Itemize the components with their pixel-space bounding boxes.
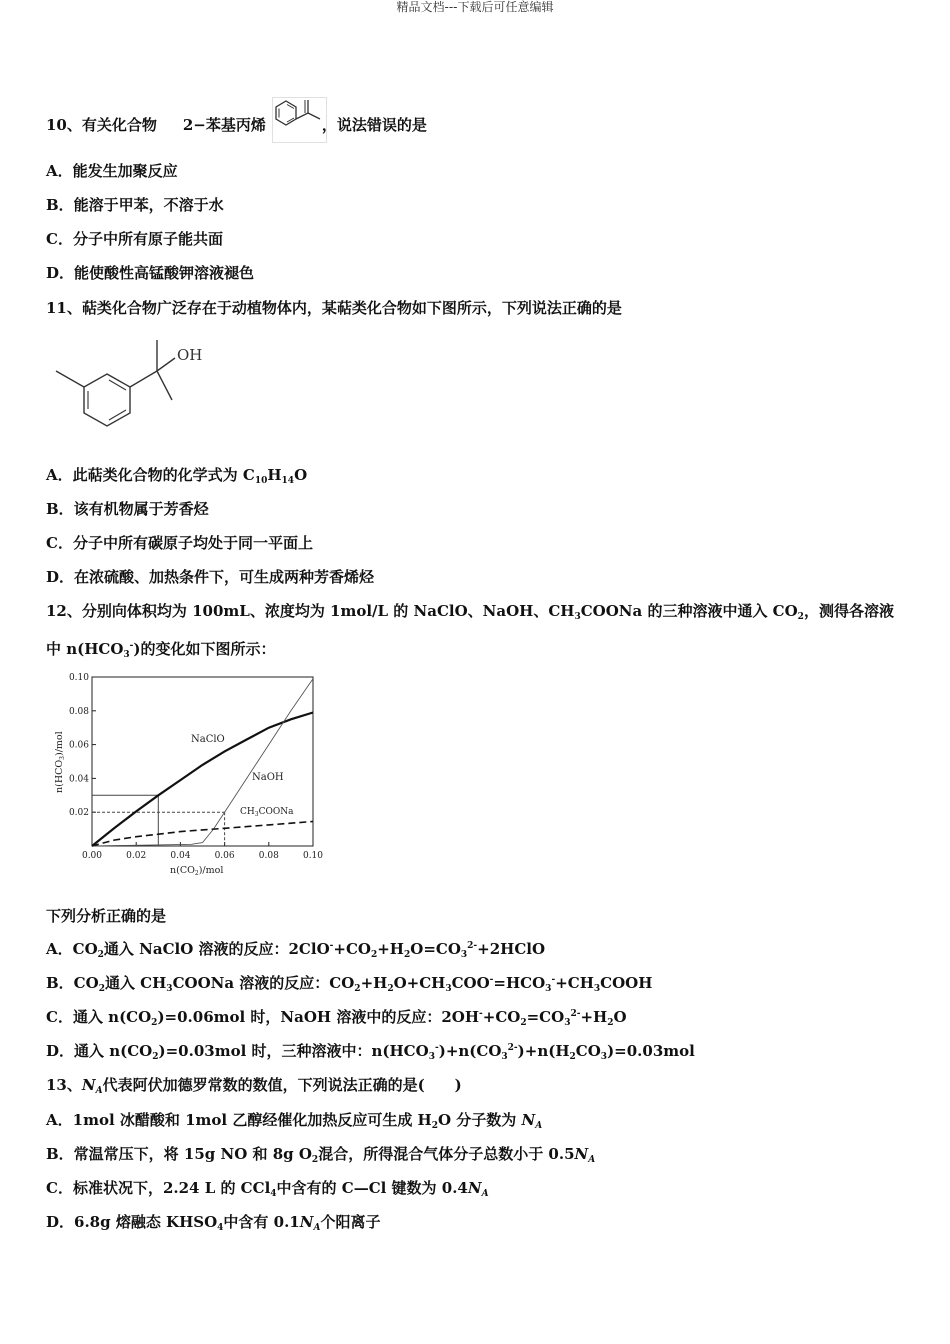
2-phenylpropene-structure <box>272 97 327 143</box>
q10-option-d: D．能使酸性高锰酸钾溶液褪色 <box>46 264 255 282</box>
q10-stem: 10、有关化合物 2−苯基丙烯 ，说法错误的是 <box>46 116 427 134</box>
q12-option-c: C．通入 $n(CO_2)=0.06mol$ 时，NaOH 溶液中的反应：$2OH^-+CO_2=CO_3^{2-}+H_2O$ <box>46 1008 627 1028</box>
x-tick-label-2: 0.04 <box>170 851 191 861</box>
q10-option-c: C．分子中所有原子能共面 <box>46 230 223 248</box>
q11-option-c: C．分子中所有碳原子均处于同一平面上 <box>46 534 313 552</box>
q13-option-d: D．6.8g 熔融态 $KHSO_4$中含有 $0.1N_A$个阳离子 <box>46 1213 381 1233</box>
label-naoh: NaOH <box>252 772 284 783</box>
oh-label: OH <box>177 346 203 364</box>
q12-option-d: D．通入 $n(CO_2)=0.03mol$ 时，三种溶液中：$n(HCO_3^-)+n(CO_3^{2-})+n(H_2CO_3)=0.03mol$ <box>46 1042 695 1062</box>
terpene-structure <box>50 336 215 436</box>
q12-stem-line1: 12、分别向体积均为 100mL、浓度均为 1mol/L 的 NaClO、NaOH、$CH_3COONa$ 的三种溶液中通入 $CO_2$，测得各溶液 <box>46 602 894 622</box>
q13-option-b: B．常温常压下，将 15g NO 和 8g $O_2$混合，所得混合气体分子总数小于 $0.5N_A$ <box>46 1145 596 1165</box>
q13-stem: 13、$N_A$代表阿伏加德罗常数的数值，下列说法正确的是( ) <box>46 1076 462 1096</box>
q12-option-a: A．$CO_2$通入 NaClO 溶液的反应：$2ClO^-+CO_2+H_2O=CO_3^{2-}+2HClO$ <box>46 940 546 960</box>
label-naclo: NaClO <box>191 734 225 745</box>
q12-option-b: B．$CO_2$通入 $CH_3COONa$ 溶液的反应：$CO_2+H_2O+CH_3COO^-=HCO_3^-+CH_3COOH$ <box>46 974 653 994</box>
q10-option-a: A．能发生加聚反应 <box>46 162 178 180</box>
hco3-chart <box>48 668 328 878</box>
x-tick-label-5: 0.10 <box>302 851 324 861</box>
y-axis-label: $n(HCO_3)$/mol <box>54 731 66 793</box>
q11-option-b: B．该有机物属于芳香烃 <box>46 500 209 518</box>
y-tick-label-1: 0.04 <box>68 774 89 785</box>
y-tick-label-2: 0.06 <box>68 740 89 751</box>
q11-option-d: D．在浓硫酸、加热条件下，可生成两种芳香烯烃 <box>46 568 375 586</box>
y-tick-label-0: 0.02 <box>68 808 89 819</box>
x-tick-label-0: 0.00 <box>81 851 103 861</box>
q12-stem-line2: 中 $n(HCO_3^-)$的变化如下图所示： <box>46 640 276 660</box>
q10-option-b: B．能溶于甲苯，不溶于水 <box>46 196 224 214</box>
q13-option-c: C．标准状况下，2.24 L 的 CCl$_4$中含有的 C—Cl 键数为 $0.4N_A$ <box>46 1179 489 1199</box>
label-ch3coona: $CH_3COONa$ <box>240 807 294 818</box>
x-axis-label: $n(CO_2)$/mol <box>170 865 224 877</box>
q13-option-a: A．1mol 冰醋酸和 1mol 乙醇经催化加热反应可生成 $H_2O$ 分子数为 $N_A$ <box>46 1111 543 1131</box>
page-header: 精品文档---下载后可任意编辑 <box>396 0 554 14</box>
x-tick-label-1: 0.02 <box>126 851 147 861</box>
x-tick-label-3: 0.06 <box>214 851 235 861</box>
q11-stem: 11、萜类化合物广泛存在于动植物体内，某萜类化合物如下图所示，下列说法正确的是 <box>46 299 622 317</box>
q11-option-a: A．此萜类化合物的化学式为 $C_{10}H_{14}O$ <box>46 466 308 486</box>
y-tick-label-4: 0.10 <box>68 673 89 683</box>
y-tick-label-3: 0.08 <box>68 706 89 717</box>
x-tick-label-4: 0.08 <box>258 851 279 861</box>
q12-analysis-prompt: 下列分析正确的是 <box>46 907 167 925</box>
